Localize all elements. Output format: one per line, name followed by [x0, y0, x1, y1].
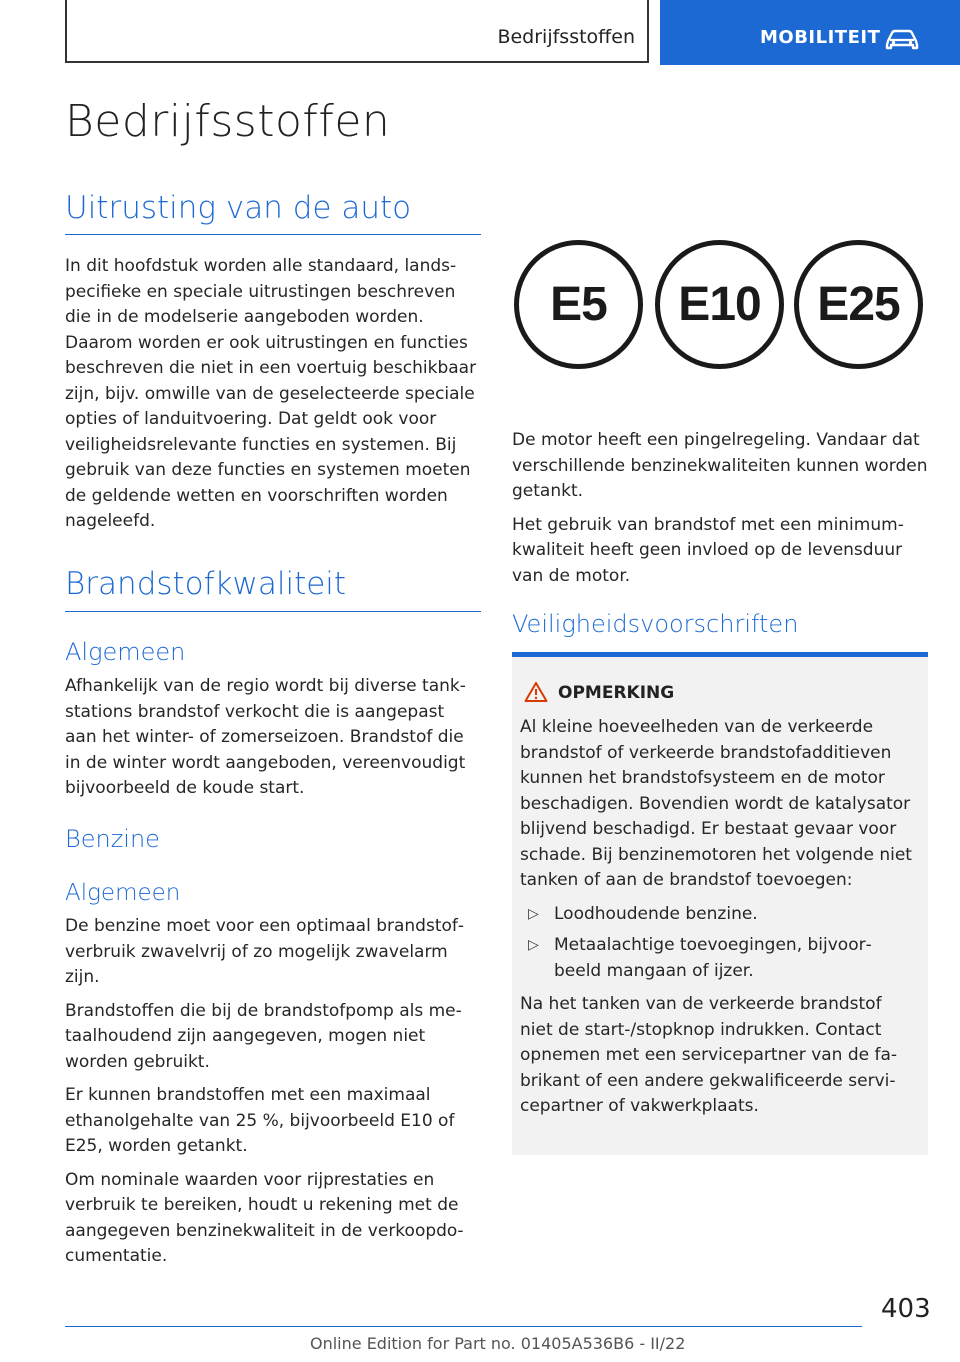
warning-triangle-icon	[524, 681, 548, 703]
car-icon	[884, 27, 920, 51]
note-list	[520, 902, 912, 985]
section-heading-equipment: Uitrusting van de auto	[65, 190, 412, 226]
list-item	[520, 933, 912, 984]
header-section-tab	[65, 0, 649, 63]
note-outro: Na het tanken van de verkeerde brandstof niet de start-/stopknop indrukken. Contact opnemen met een servicepartner van de fabrikant of een andere gekwalificeerde servicepartner of vakwerkplaats.	[520, 994, 898, 1116]
footer-rule	[65, 1326, 862, 1327]
engine-paragraphs	[512, 428, 932, 597]
list-item-text: Metaalachtige toevoegingen, bijvoorbeeld mangaan of ijzer.	[554, 935, 872, 981]
benzine-paragraph: De benzine moet voor een optimaal brandstofverbruik zwavelvrij of zo mogelijk zwavelarm zijn.	[65, 916, 465, 987]
badge-e5: E5	[514, 240, 643, 369]
header-chapter-label: MOBILITEIT	[760, 27, 881, 48]
note-label: OPMERKING	[558, 683, 675, 703]
triangle-bullet-icon: ▷	[528, 937, 539, 953]
subheading-safety: Veiligheidsvoorschriften	[512, 610, 799, 638]
note-intro: Al kleine hoeveelheden van de verkeerde brandstof of verkeerde brandstofadditieven kunnen het brandstofsysteem en de motor beschadigen. Bovendien wordt de katalysator blijvend beschadigd. Er bestaat gevaar voor schade. Bij benzinemotoren het volgende niet tanken of aan de brandstof toevoegen:	[520, 717, 912, 890]
badge-e25: E25	[794, 240, 923, 369]
general-text: Afhankelijk van de regio wordt bij diverse tankstations brandstof verkocht die is aangepast aan het winter- of zomerseizoen. Brandstof die in de winter wordt aangeboden, vereenvoudigt bijvoorbeeld de koude start.	[65, 676, 466, 798]
section-rule	[65, 611, 481, 612]
benzine-paragraph: Er kunnen brandstoffen met een maximaal ethanolgehalte van 25 %, bijvoorbeeld E10 of E25, worden getankt.	[65, 1085, 455, 1156]
note-body	[520, 715, 912, 1128]
benzine-paragraphs	[65, 914, 481, 1278]
benzine-paragraph: Om nominale waarden voor rijprestaties en verbruik te bereiken, houdt u rekening met de aangegeven benzinekwaliteit in de verkoopdocumentatie.	[65, 1169, 464, 1266]
warning-note-box	[512, 652, 928, 1155]
page-number: 403	[881, 1294, 931, 1324]
badge-e10: E10	[655, 240, 784, 369]
engine-paragraph: Het gebruik van brandstof met een minimumkwaliteit heeft geen invloed op de levensduur van de motor.	[512, 514, 904, 586]
general-paragraph	[65, 674, 481, 810]
benzine-paragraph: Brandstoffen die bij de brandstofpomp als metaalhoudend zijn aangegeven, mogen niet worden gebruikt.	[65, 1000, 462, 1072]
subheading-general: Algemeen	[65, 638, 186, 666]
engine-paragraph: De motor heeft een pingelregeling. Vandaar dat verschillende benzinekwaliteiten kunnen worden getankt.	[512, 430, 928, 501]
subheading-benzine-general: Algemeen	[65, 880, 181, 906]
triangle-bullet-icon: ▷	[528, 905, 539, 922]
footer-edition: Online Edition for Part no. 01405A536B6 - II/22	[310, 1334, 686, 1353]
header-section-label: Bedrijfsstoffen	[497, 26, 635, 48]
header-chapter-tab[interactable]	[660, 0, 960, 65]
section-heading-fuel-quality: Brandstofkwaliteit	[65, 566, 347, 602]
equipment-paragraph	[65, 254, 481, 543]
list-item	[520, 902, 912, 928]
section-rule	[65, 234, 481, 235]
list-item-text: Loodhoudende benzine.	[554, 903, 758, 924]
page-title: Bedrijfsstoffen	[65, 96, 391, 147]
subheading-benzine: Benzine	[65, 825, 160, 853]
equipment-text: In dit hoofdstuk worden alle standaard, landspecifieke en speciale uitrustingen beschreven die in de modelserie aangeboden worden. Daarom worden er ook uitrustingen en functies beschreven die niet in een voertuig beschikbaar zijn, bijv. omwille van de geselecteerde speciale opties of landuitvoering. Dat geldt ook voor veiligheidsrelevante functies en systemen. Bij gebruik van deze functies en systemen moeten de geldende wetten en voorschriften worden nageleefd.	[65, 256, 477, 531]
